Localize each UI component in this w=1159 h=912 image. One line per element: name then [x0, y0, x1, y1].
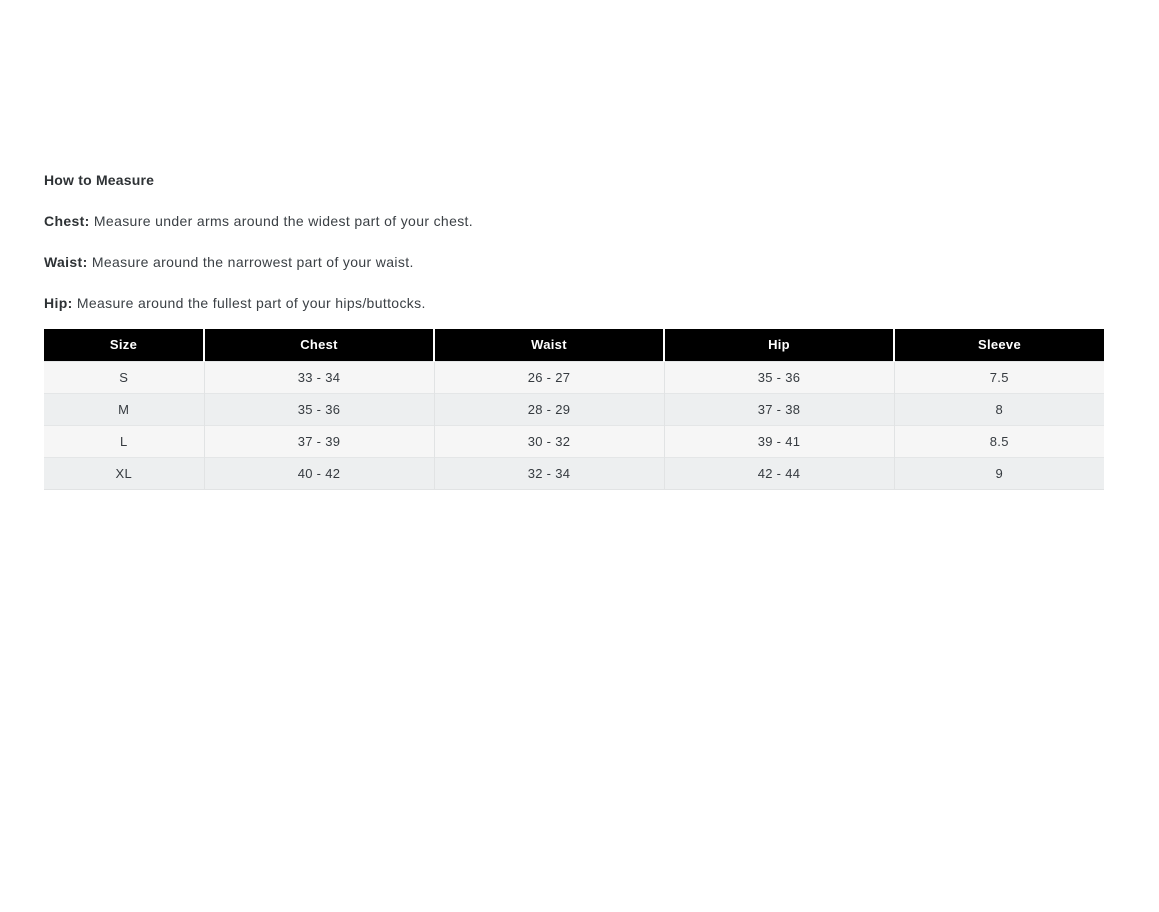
table-row-xl	[44, 457, 1104, 489]
cell-s-chest: 33 - 34	[204, 361, 434, 393]
cell-l-sleeve: 8.5	[894, 425, 1104, 457]
cell-xl-sleeve: 9	[894, 457, 1104, 489]
cell-l-size: L	[44, 425, 204, 457]
column-header-hip: Hip	[664, 329, 894, 361]
cell-m-size: M	[44, 393, 204, 425]
size-guide-section	[0, 172, 1159, 490]
cell-s-sleeve: 7.5	[894, 361, 1104, 393]
cell-l-hip: 39 - 41	[664, 425, 894, 457]
size-chart-table	[44, 329, 1104, 490]
instruction-hip-text: Measure around the fullest part of your hips/buttocks.	[76, 295, 426, 311]
cell-m-chest: 35 - 36	[204, 393, 434, 425]
instruction-chest	[44, 213, 1104, 229]
cell-s-hip: 35 - 36	[664, 361, 894, 393]
cell-s-size: S	[44, 361, 204, 393]
cell-s-waist: 26 - 27	[434, 361, 664, 393]
cell-m-hip: 37 - 38	[664, 393, 894, 425]
cell-xl-waist: 32 - 34	[434, 457, 664, 489]
cell-m-waist: 28 - 29	[434, 393, 664, 425]
instruction-hip	[44, 295, 1104, 311]
instruction-waist-text: Measure around the narrowest part of your waist.	[91, 254, 414, 270]
column-header-waist: Waist	[434, 329, 664, 361]
cell-l-waist: 30 - 32	[434, 425, 664, 457]
table-row-m	[44, 393, 1104, 425]
cell-m-sleeve: 8	[894, 393, 1104, 425]
instruction-chest-label: Chest:	[44, 213, 90, 229]
instruction-waist	[44, 254, 1104, 270]
instruction-waist-label: Waist:	[44, 254, 88, 270]
cell-xl-size: XL	[44, 457, 204, 489]
column-header-chest: Chest	[204, 329, 434, 361]
table-row-l	[44, 425, 1104, 457]
instruction-hip-label: Hip:	[44, 295, 73, 311]
column-header-size: Size	[44, 329, 204, 361]
size-chart-header-row	[44, 329, 1104, 361]
instruction-chest-text: Measure under arms around the widest part of your chest.	[93, 213, 474, 229]
column-header-sleeve: Sleeve	[894, 329, 1104, 361]
cell-l-chest: 37 - 39	[204, 425, 434, 457]
cell-xl-hip: 42 - 44	[664, 457, 894, 489]
table-row-s	[44, 361, 1104, 393]
cell-xl-chest: 40 - 42	[204, 457, 434, 489]
how-to-measure-title: How to Measure	[44, 172, 155, 188]
